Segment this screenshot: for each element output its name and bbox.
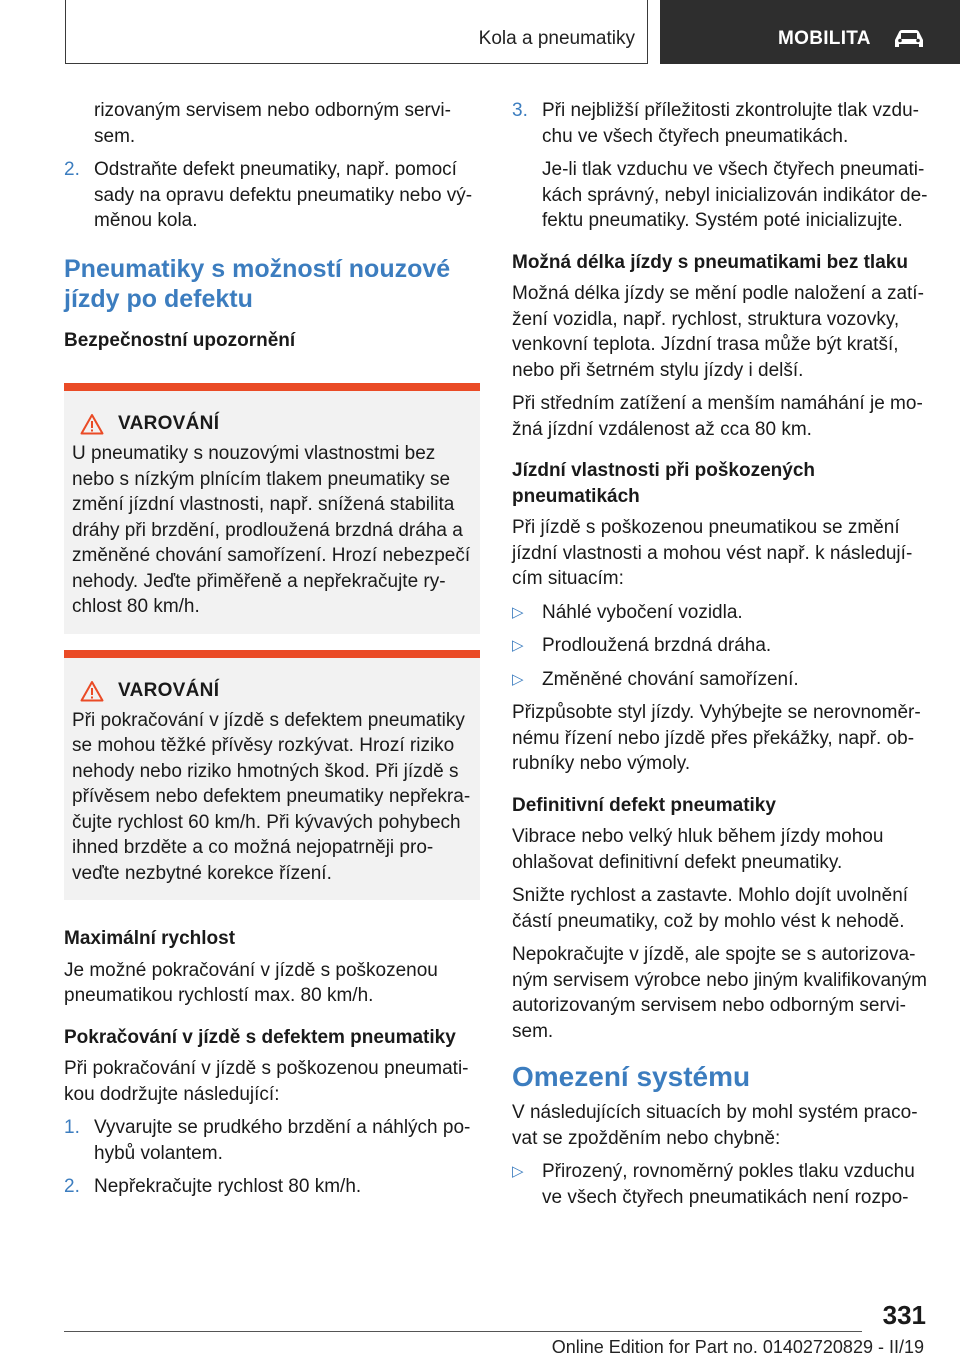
steps-list — [64, 1115, 480, 1200]
bullet-triangle-icon: ▷ — [512, 670, 524, 688]
list-number: 1. — [64, 1117, 80, 1138]
bullet-triangle-icon: ▷ — [512, 637, 524, 654]
limits-text: V následujících situacích by mohl systém pracovat se zpožděním nebo chybně: — [512, 1102, 918, 1149]
warning-text: Při pokračování v jízdě s defektem pneumatiky se mohou těžké přívěsy rozkývat. Hrozí riziko nehody nebo riziko hmotných škod. Při jízdě s přívěsem nebo defektem pneumatiky nepřekračujte rychlost 60 km/h. Při kývavých pohybech ihned brzděte a co možná nejopatrněji proveďte nezbytné korekce řízení. — [72, 709, 471, 884]
list-number: 2. — [64, 159, 80, 180]
warning-title: VAROVÁNÍ — [118, 679, 220, 701]
range-text: Možná délka jízdy se mění podle naložení a zatížení vozidla, např. rychlost, struktura vozovky, venkovní teplota. Jízdní trasa může být kratší, nebo při šetrném stylu jízdy i delší. — [512, 283, 924, 381]
list-item — [64, 157, 480, 234]
list-text: Nepřekračujte rychlost 80 km/h. — [94, 1176, 362, 1197]
handling-list — [512, 600, 928, 693]
footer-divider — [64, 1331, 862, 1332]
header-chapter-label: MOBILITA — [778, 28, 871, 49]
warning-header — [72, 680, 474, 702]
list-item — [64, 1174, 480, 1200]
defect-heading: Definitivní defekt pneumatiky — [512, 794, 776, 816]
range-heading: Možná délka jízdy s pneumatikami bez tlaku — [512, 251, 908, 273]
max-speed-heading: Maximální rychlost — [64, 928, 236, 949]
right-column — [512, 98, 928, 1218]
list-number: 2. — [64, 1176, 80, 1197]
continue-heading: Pokračování v jízdě s defektem pneumatiky — [64, 1026, 456, 1048]
list-text: Přirozený, rovnoměrný pokles tlaku vzduchu ve všech čtyřech pneumatikách není rozpo- — [542, 1161, 915, 1208]
intro-list — [64, 157, 480, 234]
list-item — [512, 633, 928, 659]
warning-header — [72, 413, 474, 435]
handling-after-text: Přizpůsobte styl jízdy. Vyhýbejte se nerovnoměrnému řízení nebo jízdě přes překážky, např. obrubníky nebo výmoly. — [512, 702, 921, 774]
limits-list — [512, 1159, 928, 1210]
warning-box — [64, 383, 480, 634]
list-text: Změněné chování samořízení. — [542, 668, 799, 690]
list-item — [512, 667, 928, 693]
car-icon — [892, 28, 926, 50]
step3-subtext: Je-li tlak vzduchu ve všech čtyřech pneumatikách správný, nebyl inicializován indikátor defektu pneumatiky. Systém poté inicializujte. — [542, 159, 928, 231]
defect-text: Nepokračujte v jízdě, ale spojte se s autorizovaným servisem výrobce nebo jiným kvalifikovaným autorizovaným servisem nebo odborným servisem. — [512, 944, 927, 1042]
handling-text: Při jízdě s poškozenou pneumatikou se změní jízdní vlastnosti a mohou vést např. k následujícím situacím: — [512, 517, 913, 589]
warning-triangle-icon — [80, 680, 104, 702]
warning-text: U pneumatiky s nouzovými vlastnostmi bez nebo s nízkým plnícím tlakem pneumatiky se změní jízdní vlastnosti, např. snížená stabilita dráhy při brzdění, prodloužená brzdná dráha a změněné chování samořízení. Hrozí nebezpečí nehody. Jeďte přiměřeně a nepřekračujte rychlost 80 km/h. — [72, 443, 471, 617]
list-text: Odstraňte defekt pneumatiky, např. pomocí sady na opravu defektu pneumatiky nebo výměnou kola. — [94, 159, 473, 231]
bullet-triangle-icon: ▷ — [512, 1163, 524, 1180]
intro-continuation: rizovaným servisem nebo odborným servisem. — [94, 100, 451, 147]
warning-box — [64, 650, 480, 901]
continue-text: Při pokračování v jízdě s poškozenou pneumatikou dodržujte následující: — [64, 1058, 469, 1105]
list-item — [512, 98, 928, 149]
header-section-box — [65, 0, 648, 64]
list-text: Při nejbližší příležitosti zkontrolujte tlak vzduchu ve všech čtyřech pneumatikách. — [542, 100, 919, 147]
limits-heading: Omezení systému — [512, 1061, 751, 1092]
header-section-title: Kola a pneumatiky — [478, 28, 635, 49]
section-heading: Pneumatiky s možností nouzové jízdy po defektu — [64, 254, 451, 313]
list-number: 3. — [512, 100, 528, 121]
list-item — [64, 1115, 480, 1166]
warning-triangle-icon — [80, 413, 104, 435]
range-text: Při středním zatížení a menším namáhání je možná jízdní vzdálenost až cca 80 km. — [512, 393, 923, 440]
page-number: 331 — [882, 1300, 926, 1330]
footer-edition: Online Edition for Part no. 01402720829 - II/19 — [551, 1337, 924, 1357]
safety-heading: Bezpečnostní upozornění — [64, 329, 296, 351]
max-speed-text: Je možné pokračování v jízdě s poškozenou pneumatikou rychlostí max. 80 km/h. — [64, 959, 438, 1006]
defect-text: Snižte rychlost a zastavte. Mohlo dojít uvolnění částí pneumatiky, což by mohlo vést k nehodě. — [512, 885, 909, 932]
list-text: Vyvarujte se prudkého brzdění a náhlých pohybů volantem. — [94, 1117, 471, 1164]
bullet-triangle-icon: ▷ — [512, 603, 524, 621]
left-column — [64, 98, 480, 1208]
warning-title: VAROVÁNÍ — [118, 413, 220, 434]
list-item — [512, 600, 928, 626]
list-item — [512, 1159, 928, 1210]
defect-text: Vibrace nebo velký hluk během jízdy mohou ohlašovat definitivní defekt pneumatiky. — [512, 826, 884, 873]
header-chapter-tab — [660, 0, 960, 64]
list-text: Náhlé vybočení vozidla. — [542, 601, 743, 623]
list-text: Prodloužená brzdná dráha. — [542, 635, 772, 656]
steps-list-continued — [512, 98, 928, 149]
handling-heading: Jízdní vlastnosti při poškozených pneumatikách — [512, 460, 816, 507]
